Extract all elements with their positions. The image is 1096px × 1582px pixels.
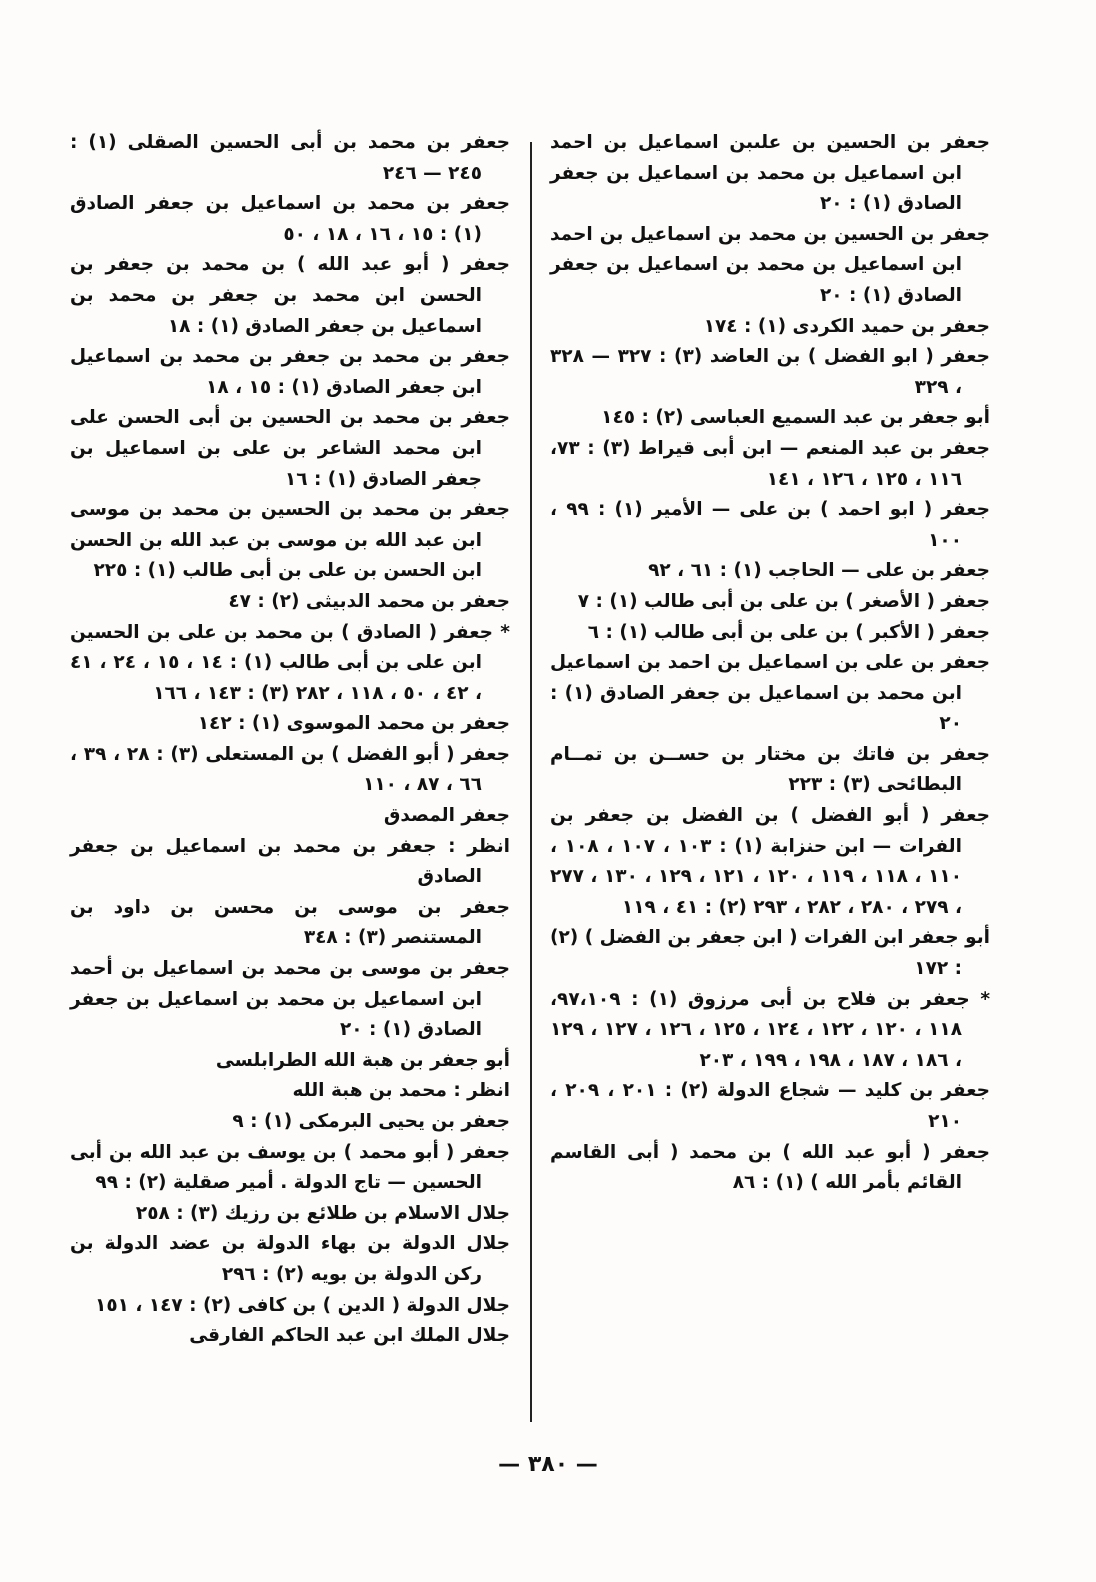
index-entry: جعفر بن فاتك بن مختار بن حســن بن تمــام البطائحى (٣) : ٢٢٣ — [550, 743, 990, 796]
index-entry: جعفر ( الأكبر ) بن على بن أبى طالب (١) : ٦ — [587, 621, 990, 643]
index-entry: جعفر ( أبو الفضل ) بن الفضل بن جعفر بن الفرات — ابن حنزابة (١) : ١٠٣ ، ١٠٧ ، ١٠٨ ، ١١٠ ، ١١٨ ، ١١٩ ، ١٢٠ ، ١٢١ ، ١٢٩ ، ١٣٠ ، ٢٧٧ ، ٢٧٩ ، ٢٨٠ ، ٢٨٢ ، ٢٩٣ (٢) : ٤١ ، ١١٩ — [550, 805, 990, 918]
left-column — [70, 128, 510, 1352]
index-entry: جعفر ( أبو عبد الله ) بن محمد ( أبى القاسم القائم بأمر الله ) (١) : ٨٦ — [550, 1141, 990, 1194]
index-entry: جلال الملك ابن عبد الحاكم الفارقى — [189, 1325, 510, 1347]
index-entry: جعفر بن محمد بن أبى الحسين الصقلى (١) : ٢٤٥ — ٢٤٦ — [70, 132, 510, 184]
index-entry: جلال الدولة بن بهاء الدولة بن عضد الدولة بن ركن الدولة بن بويه (٢) : ٢٩٦ — [70, 1233, 510, 1285]
index-entry: جعفر بن موسى بن محسن بن داود بن المستنصر (٣) : ٣٤٨ — [70, 896, 510, 949]
index-entry: جعفر بن على — الحاجب (١) : ٦١ ، ٩٢ — [648, 560, 990, 582]
index-entry: أبو جعفر بن عبد السميع العباسى (٢) : ١٤٥ — [601, 407, 990, 429]
index-entry: جعفر المصدق — [383, 805, 510, 827]
index-entry: جعفر بن يحيى البرمكى (١) : ٩ — [232, 1111, 510, 1132]
index-entry: جلال الاسلام بن طلائع بن رزيك (٣) : ٢٥٨ — [135, 1202, 510, 1224]
index-entry: جعفر بن كليد — شجاع الدولة (٢) : ٢٠١ ، ٢٠٩ ، ٢١٠ — [550, 1080, 990, 1132]
index-entry: جعفر ( أبو محمد ) بن يوسف بن عبد الله بن أبى الحسين — تاج الدولة . أمير صقلية (٢) : ٩٩ — [70, 1141, 510, 1194]
index-columns — [70, 128, 990, 1428]
right-column — [550, 128, 990, 1199]
index-entry: جعفر ( ابو الفضل ) بن العاضد (٣) : ٣٢٧ — ٣٢٨ ، ٣٢٩ — [550, 346, 990, 398]
index-entry: جعفر بن الحسين بن محمد بن اسماعيل بن احمد ابن اسماعيل بن محمد بن اسماعيل بن جعفر الصادق (١) : ٢٠ — [550, 223, 990, 306]
index-entry: * جعفر بن فلاح بن أبى مرزوق (١) : ٩٧،١٠٩، ١١٨ ، ١٢٠ ، ١٢٢ ، ١٢٤ ، ١٢٥ ، ١٢٦ ، ١٢٧ ، ١٢٩ ، ١٨٦ ، ١٨٧ ، ١٩٨ ، ١٩٩ ، ٢٠٣ — [550, 988, 990, 1071]
index-entry: جعفر بن حميد الكردى (١) : ١٧٤ — [703, 315, 990, 337]
index-entry: أبو جعفر ابن الفرات ( ابن جعفر بن الفضل ) (٢) : ١٧٢ — [550, 927, 990, 980]
index-entry: جعفر بن محمد الموسوى (١) : ١٤٢ — [197, 713, 510, 735]
index-entry: جعفر بن عبد المنعم — ابن أبى قيراط (٣) : ٧٣، ١١٦ ، ١٢٥ ، ١٢٦ ، ١٤١ — [550, 437, 990, 490]
index-entry: جعفر بن محمد الدبيثى (٢) : ٤٧ — [228, 590, 510, 612]
column-divider — [530, 142, 532, 1422]
index-entry: جعفر بن محمد بن جعفر بن محمد بن اسماعيل ابن جعفر الصادق (١) : ١٥ ، ١٨ — [70, 346, 510, 398]
index-entry: جعفر ( الأصغر ) بن على بن أبى طالب (١) : ٧ — [577, 590, 990, 612]
index-entry: جعفر بن محمد بن اسماعيل بن جعفر الصادق (١) : ١٥ ، ١٦ ، ١٨ ، ٥٠ — [70, 193, 510, 245]
index-entry: جعفر بن الحسين بن علىبن اسماعيل بن احمد ابن اسماعيل بن محمد بن اسماعيل بن جعفر الصادق (١) : ٢٠ — [550, 132, 990, 215]
index-entry: جعفر بن موسى بن محمد بن اسماعيل بن أحمد ابن اسماعيل بن محمد بن اسماعيل بن جعفر الصادق (١) : ٢٠ — [70, 958, 510, 1041]
index-entry: انظر : محمد بن هبة الله — [292, 1080, 510, 1102]
index-entry: جعفر بن على بن اسماعيل بن احمد بن اسماعيل ابن محمد بن اسماعيل بن جعفر الصادق (١) : ٢٠ — [550, 652, 990, 735]
index-entry: جعفر ( أبو الفضل ) بن المستعلى (٣) : ٢٨ ، ٣٩ ، ٦٦ ، ٨٧ ، ١١٠ — [70, 743, 510, 796]
index-entry: جعفر بن محمد بن الحسين بن أبى الحسن على ابن محمد الشاعر بن على بن اسماعيل بن جعفر الصادق (١) : ١٦ — [70, 407, 510, 490]
index-entry: جلال الدولة ( الدين ) بن كافى (٢) : ١٤٧ ، ١٥١ — [95, 1294, 510, 1316]
index-entry: جعفر ( ابو احمد ) بن على — الأمير (١) : ٩٩ ، ١٠٠ — [550, 499, 990, 551]
index-entry: جعفر ( أبو عبد الله ) بن محمد بن جعفر بن الحسن ابن محمد بن جعفر بن محمد بن اسماعيل بن جعفر الصادق (١) : ١٨ — [70, 254, 510, 337]
index-entry: * جعفر ( الصادق ) بن محمد بن على بن الحسين ابن على بن أبى طالب (١) : ١٤ ، ١٥ ، ٢٤ ، ٤١ ، ٤٢ ، ٥٠ ، ١١٨ ، ٢٨٢ (٣) : ١٤٣ ، ١٦٦ — [70, 621, 510, 704]
index-entry: أبو جعفر بن هبة الله الطرابلسى — [215, 1049, 510, 1071]
page-number: — ٣٨٠ — — [498, 1452, 598, 1477]
index-entry: انظر : جعفر بن محمد بن اسماعيل بن جعفر الصادق — [70, 835, 510, 888]
index-entry: جعفر بن محمد بن الحسين بن محمد بن موسى ابن عبد الله بن موسى بن عبد الله بن الحسن ابن الحسن بن على بن أبى طالب (١) : ٢٢٥ — [70, 499, 510, 582]
